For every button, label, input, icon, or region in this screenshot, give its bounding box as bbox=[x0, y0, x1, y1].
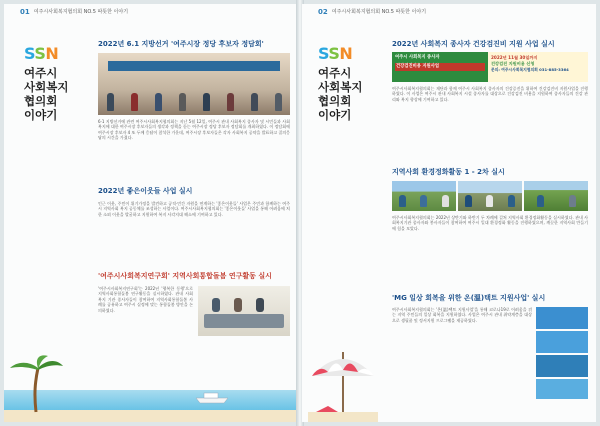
cleanup-photo-1 bbox=[392, 181, 456, 211]
running-title: 여주시사회복지협의회 NO.5 따뜻한 이야기 bbox=[33, 9, 129, 15]
section-heading: 2022년 6.1 지방선거 '여주시장 정당 후보자 정담회' bbox=[98, 40, 264, 48]
cleanup-photos bbox=[392, 181, 588, 211]
right-page bbox=[302, 4, 596, 422]
running-header bbox=[4, 4, 298, 19]
section-heading: '여주시사회복지연구회' 지역사회통합돌봄 연구활동 실시 bbox=[98, 272, 272, 280]
org-name: 여주시 사회복지 협의회 이야기 bbox=[24, 66, 69, 122]
left-section-1 bbox=[98, 40, 290, 161]
seaside-illustration bbox=[4, 372, 298, 422]
election-photo bbox=[98, 53, 290, 115]
section-body: '여주시사회복지연구회'는 2022년 '행복한 동행'으로 지역사회통합돌봄 연구활동을 실시하였다. 관내 사회복지 기관 종사자들이 참여하여 지역사회통합돌봄 사례를 공유하고 여주시 실정에 맞는 통합돌봄 방안을 논의하였다. bbox=[98, 286, 193, 313]
ontact-photos bbox=[536, 307, 588, 399]
section-body: 인근 이웃, 주민이 위기가정을 발견하고 공적·민간 자원을 연계하는 '좋은이웃들' 사업은 주민과 함께하는 여주시 지역사회 복지 공동체를 조성하는 사업이다. 여주시사회복지협의회는 '좋은이웃들' 사업을 통해 어려움에 처한 소외 이웃을 발굴하고 지원하여 복지 사각지대 해소에 기여하고 있다. bbox=[98, 201, 290, 217]
section-body: 여주시사회복지협의회는 재단과 함께 여주시 사회복지 종사자의 건강증진을 위하여 건강검진비 지원사업을 진행하였다. 이 사업은 여주시 관내 사회복지 시설 종사자를 대상으로 건강검진 비용을 지원하여 종사자들의 건강 관리와 복지 향상에 기여하고 있다. bbox=[392, 86, 588, 102]
section-heading: 지역사회 환경정화활동 1 - 2차 실시 bbox=[392, 168, 505, 176]
ontact-photo-4 bbox=[536, 379, 588, 399]
right-section-3 bbox=[392, 294, 588, 399]
left-section-3 bbox=[98, 272, 290, 352]
running-title: 여주시사회복지협의회 NO.5 따뜻한 이야기 bbox=[331, 9, 427, 15]
section-heading: 'MG 일상 회복을 위한 온(溫)택트 지원사업' 실시 bbox=[392, 294, 546, 302]
research-meeting-photo bbox=[198, 286, 290, 336]
running-header bbox=[302, 4, 596, 19]
ontact-photo-2 bbox=[536, 331, 588, 353]
cleanup-photo-3 bbox=[524, 181, 588, 211]
ssn-wordmark: SSN bbox=[318, 44, 353, 63]
palm-tree-icon bbox=[8, 354, 64, 414]
ship-icon bbox=[194, 390, 230, 404]
ssn-logo bbox=[24, 46, 84, 122]
section-body: 여주시사회복지협의회는 2022년 상반기와 하반기 두 차례에 걸쳐 지역사회 환경정화활동을 실시하였다. 관내 사회복지기관 종사자와 봉사자들이 참여하여 여주시 일대 환경정화 활동을 진행하였으며, 깨끗한 지역사회 만들기에 힘을 모았다. bbox=[392, 215, 588, 231]
beach-umbrella-icon bbox=[308, 342, 378, 422]
left-section-2 bbox=[98, 187, 290, 245]
health-check-banner: 여주시 사회복지 종사자 건강검진비용 지원사업 2022년 11월 30일까지 건강검진 지원비용 신청 문의: 여주시사회복지협의회 031-885-3364 bbox=[392, 52, 588, 82]
left-page bbox=[4, 4, 298, 422]
ssn-logo bbox=[318, 46, 378, 122]
section-body: 6·1 지방선거에 관련 여주시사회복지협의회는 지난 5월 12일, 여주시 관내 사회복지 종사자 및 시민들과 사회복지에 대한 여주시장 후보자들의 생각과 정책을 듣는 여주시장 정당 후보자 정담회를 개최하였다. 이 정담회에 여주시장 후보자 4 또 두께 응답이 참석한 가운데, 여주시장 후보자들은 각자 사회복지 공약을 발표하고 질의응답의 시간을 가졌다. bbox=[98, 119, 290, 141]
right-section-1 bbox=[392, 40, 588, 146]
ssn-wordmark: SSN bbox=[24, 44, 59, 63]
page-number: 02 bbox=[318, 7, 328, 16]
section-heading: 2022년 사회복지 종사자 건강검진비 지원 사업 실시 bbox=[392, 40, 555, 48]
cleanup-photo-2 bbox=[458, 181, 522, 211]
org-name: 여주시 사회복지 협의회 이야기 bbox=[318, 66, 363, 122]
page-number: 01 bbox=[20, 7, 30, 16]
ontact-photo-1 bbox=[536, 307, 588, 329]
section-heading: 2022년 좋은이웃들 사업 실시 bbox=[98, 187, 193, 195]
section-body: 여주시사회복지협의회는 '온(溫)택트 지원사업'을 통해 코로나19로 어려움을 겪는 지역 주민들의 일상 회복을 지원하였다. 사업은 여주시 관내 취약계층을 대상으로 생필품 및 정서지원 프로그램을 제공하였다. bbox=[392, 307, 532, 323]
ontact-photo-3 bbox=[536, 355, 588, 377]
right-section-2 bbox=[392, 168, 588, 275]
